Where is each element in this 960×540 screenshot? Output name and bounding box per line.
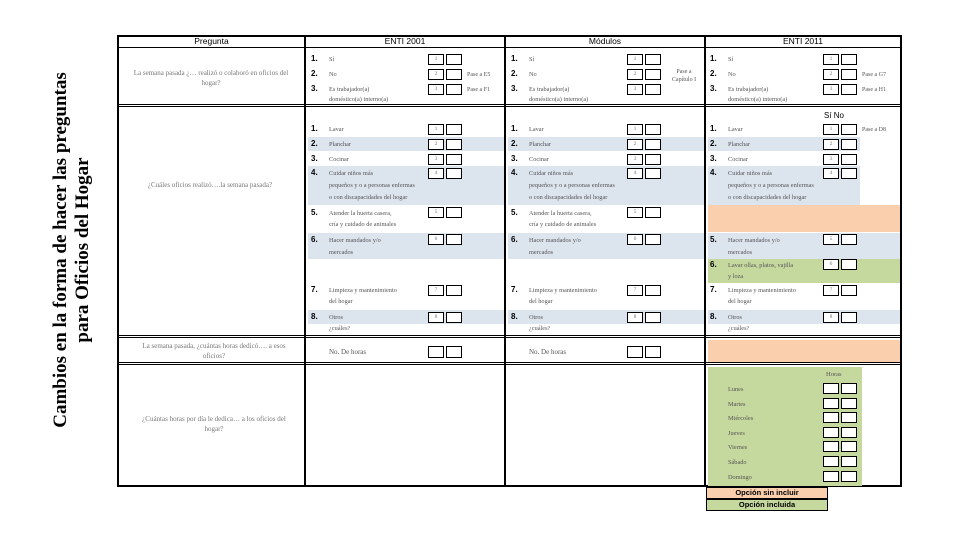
item-number: 6. bbox=[511, 235, 518, 244]
hours-box[interactable] bbox=[428, 346, 444, 358]
code-box[interactable]: 8 bbox=[428, 312, 444, 323]
code-box[interactable]: 3 bbox=[428, 84, 444, 95]
item-number: 3. bbox=[311, 154, 318, 163]
item-number: 5. bbox=[511, 208, 518, 217]
answer-box[interactable] bbox=[645, 285, 661, 296]
item-number: 4. bbox=[511, 168, 518, 177]
legend-added-option: Opción incluida bbox=[706, 499, 828, 511]
hours-box[interactable] bbox=[446, 346, 462, 358]
day-hours-box[interactable] bbox=[823, 471, 839, 482]
code-box[interactable]: 1 bbox=[627, 124, 643, 135]
item-number: 5. bbox=[710, 235, 717, 244]
day-label: Martes bbox=[728, 401, 746, 408]
answer-box[interactable] bbox=[645, 84, 661, 95]
item-label-cont: mercados bbox=[728, 249, 753, 256]
item-number: 2. bbox=[710, 139, 717, 148]
item-label: Hacer mandados y/o bbox=[529, 237, 581, 244]
skip-instruction: Pase a F1 bbox=[467, 87, 490, 93]
item-number: 2. bbox=[311, 139, 318, 148]
item-label: Planchar bbox=[728, 141, 751, 148]
item-number: 7. bbox=[710, 285, 717, 294]
answer-box[interactable] bbox=[645, 69, 661, 80]
question-hours-week: La semana pasada, ¿cuántas horas dedicó…. a esos oficios? bbox=[142, 342, 286, 360]
option-label: Es trabajador(a) bbox=[329, 86, 370, 93]
item-number: 1. bbox=[511, 124, 518, 133]
answer-box[interactable] bbox=[446, 69, 462, 80]
option-label: Sí bbox=[728, 56, 734, 63]
hours-box[interactable] bbox=[627, 346, 643, 358]
section-divider bbox=[117, 335, 902, 338]
item-number: 2. bbox=[511, 139, 518, 148]
header-enti2011: ENTI 2011 bbox=[706, 36, 900, 48]
item-label-cont: o con discapacidades del hogar bbox=[728, 194, 807, 201]
code-box[interactable]: 5 bbox=[823, 234, 839, 245]
answer-box[interactable] bbox=[645, 154, 661, 165]
answer-box[interactable] bbox=[446, 139, 462, 150]
item-number: 4. bbox=[311, 168, 318, 177]
item-label-cont: del hogar bbox=[529, 298, 553, 305]
day-hours-box[interactable] bbox=[841, 456, 857, 467]
item-label-cont: pequeños y o a personas enfermas bbox=[329, 182, 415, 189]
item-label: Lavar bbox=[329, 126, 344, 133]
answer-box[interactable] bbox=[841, 54, 857, 65]
item-label: Lavar bbox=[728, 126, 743, 133]
code-box[interactable]: 7 bbox=[627, 285, 643, 296]
option-number: 3. bbox=[511, 84, 518, 93]
code-box[interactable]: 6 bbox=[428, 234, 444, 245]
item-label: Otros bbox=[329, 314, 343, 321]
answer-box[interactable] bbox=[841, 154, 857, 165]
item-label-cont: y loza bbox=[728, 273, 744, 280]
item-number: 4. bbox=[710, 168, 717, 177]
code-box[interactable]: 1 bbox=[428, 54, 444, 65]
answer-box[interactable] bbox=[841, 168, 857, 179]
code-box[interactable]: 8 bbox=[823, 312, 839, 323]
code-box[interactable]: 1 bbox=[823, 124, 839, 135]
item-number: 7. bbox=[511, 285, 518, 294]
option-label: Sí bbox=[529, 56, 535, 63]
item-label-cont: pequeños y o a personas enfermas bbox=[529, 182, 615, 189]
day-hours-box[interactable] bbox=[823, 456, 839, 467]
answer-box[interactable] bbox=[645, 54, 661, 65]
si-no-header: Sí No bbox=[824, 111, 845, 120]
answer-box[interactable] bbox=[446, 285, 462, 296]
code-box[interactable]: 1 bbox=[428, 124, 444, 135]
code-box[interactable]: 3 bbox=[823, 84, 839, 95]
answer-box[interactable] bbox=[645, 168, 661, 179]
removed-option-highlight bbox=[708, 205, 900, 232]
day-hours-box[interactable] bbox=[823, 383, 839, 394]
item-label: Atender la huerta casera, bbox=[529, 210, 592, 217]
removed-option-highlight bbox=[708, 340, 900, 362]
code-box[interactable]: 5 bbox=[627, 207, 643, 218]
option-label: Sí bbox=[329, 56, 335, 63]
code-box[interactable]: 1 bbox=[823, 54, 839, 65]
code-box[interactable]: 2 bbox=[823, 69, 839, 80]
code-box[interactable]: 8 bbox=[627, 312, 643, 323]
question-hours-per-day: ¿Cuántas horas por día le dedica… a los oficios del hogar? bbox=[142, 415, 286, 433]
code-box[interactable]: 4 bbox=[627, 168, 643, 179]
answer-box[interactable] bbox=[446, 207, 462, 218]
item-label: Atender la huerta casera, bbox=[329, 210, 392, 217]
day-hours-box[interactable] bbox=[823, 398, 839, 409]
header-pregunta: Pregunta bbox=[119, 36, 304, 48]
code-box[interactable]: 2 bbox=[823, 139, 839, 150]
code-box[interactable]: 5 bbox=[428, 207, 444, 218]
day-hours-box[interactable] bbox=[823, 412, 839, 423]
option-label: Es trabajador(a) bbox=[728, 86, 769, 93]
answer-box[interactable] bbox=[645, 139, 661, 150]
item-number: 6. bbox=[710, 260, 717, 269]
item-number: 8. bbox=[311, 312, 318, 321]
answer-box[interactable] bbox=[645, 207, 661, 218]
option-label: No bbox=[329, 71, 337, 78]
day-label: Jueves bbox=[728, 430, 745, 437]
skip-instruction: Pase a H1 bbox=[862, 87, 886, 93]
item-label: Limpieza y mantenimiento bbox=[728, 287, 796, 294]
answer-box[interactable] bbox=[645, 124, 661, 135]
code-box[interactable]: 3 bbox=[428, 154, 444, 165]
option-number: 3. bbox=[311, 84, 318, 93]
item-label: Hacer mandados y/o bbox=[329, 237, 381, 244]
item-label: Lavar bbox=[529, 126, 544, 133]
day-hours-box[interactable] bbox=[841, 398, 857, 409]
code-box[interactable]: 1 bbox=[627, 54, 643, 65]
item-label: Hacer mandados y/o bbox=[728, 237, 780, 244]
item-label-cont: del hogar bbox=[329, 298, 353, 305]
hours-label: No. De horas bbox=[329, 348, 367, 356]
slide-title: Cambios en la forma de hacer las preguntas para Oficios del Hogar bbox=[50, 72, 93, 428]
code-box[interactable]: 2 bbox=[428, 69, 444, 80]
item-label-cont: ¿cuáles? bbox=[329, 325, 351, 332]
item-number: 1. bbox=[710, 124, 717, 133]
answer-box[interactable] bbox=[841, 234, 857, 245]
skip-instruction: Pase a Capítulo I bbox=[671, 69, 697, 83]
skip-instruction: Pase a G7 bbox=[862, 72, 886, 78]
item-label: Cuidar niños más bbox=[728, 170, 773, 177]
item-label-cont: ¿cuáles? bbox=[529, 325, 551, 332]
day-label: Sábado bbox=[728, 459, 747, 466]
answer-box[interactable] bbox=[446, 234, 462, 245]
code-box[interactable]: 2 bbox=[627, 139, 643, 150]
option-number: 1. bbox=[311, 54, 318, 63]
answer-box[interactable] bbox=[645, 312, 661, 323]
item-label: Limpieza y mantenimiento bbox=[529, 287, 597, 294]
day-label: Lunes bbox=[728, 386, 744, 393]
day-hours-box[interactable] bbox=[841, 412, 857, 423]
item-number: 3. bbox=[511, 154, 518, 163]
header-enti2001: ENTI 2001 bbox=[306, 36, 504, 48]
item-label-cont: ¿cuáles? bbox=[728, 325, 750, 332]
code-box[interactable]: 4 bbox=[428, 168, 444, 179]
legend-removed-option: Opción sin incluir bbox=[706, 487, 828, 499]
option-label-cont: doméstico(a) interno(a) bbox=[529, 96, 589, 103]
day-hours-box[interactable] bbox=[823, 427, 839, 438]
code-box[interactable]: 3 bbox=[627, 154, 643, 165]
day-hours-box[interactable] bbox=[841, 441, 857, 452]
code-box[interactable]: 6 bbox=[823, 259, 839, 270]
option-label: Es trabajador(a) bbox=[529, 86, 570, 93]
day-label: Viernes bbox=[728, 444, 748, 451]
option-number: 1. bbox=[511, 54, 518, 63]
question-which-tasks: ¿Cuáles oficios realizó….la semana pasada? bbox=[147, 181, 273, 189]
section-divider bbox=[117, 362, 902, 365]
day-hours-box[interactable] bbox=[841, 383, 857, 394]
answer-box[interactable] bbox=[841, 312, 857, 323]
code-box[interactable]: 3 bbox=[627, 84, 643, 95]
skip-instruction: Pase a E5 bbox=[467, 72, 491, 78]
option-number: 2. bbox=[710, 69, 717, 78]
skip-instruction: Pase a D8 bbox=[862, 127, 886, 133]
hours-box[interactable] bbox=[645, 346, 661, 358]
code-box[interactable]: 4 bbox=[823, 168, 839, 179]
hours-label: No. De horas bbox=[529, 348, 567, 356]
code-box[interactable]: 2 bbox=[627, 69, 643, 80]
header-modulos: Módulos bbox=[506, 36, 704, 48]
answer-box[interactable] bbox=[446, 84, 462, 95]
item-label-cont: pequeños y o a personas enfermas bbox=[728, 182, 814, 189]
answer-box[interactable] bbox=[446, 168, 462, 179]
answer-box[interactable] bbox=[446, 312, 462, 323]
code-box[interactable]: 7 bbox=[428, 285, 444, 296]
item-label-cont: cría y cuidado de animales bbox=[329, 221, 397, 228]
item-label: Cuidar niños más bbox=[529, 170, 574, 177]
option-number: 2. bbox=[511, 69, 518, 78]
option-label-cont: doméstico(a) interno(a) bbox=[728, 96, 788, 103]
question-participation: La semana pasada ¿… realizó o colaboró en oficios del hogar? bbox=[133, 69, 289, 87]
answer-box[interactable] bbox=[841, 84, 857, 95]
day-hours-box[interactable] bbox=[841, 427, 857, 438]
option-label: No bbox=[728, 71, 736, 78]
item-number: 3. bbox=[710, 154, 717, 163]
item-label-cont: cría y cuidado de animales bbox=[529, 221, 597, 228]
day-hours-box[interactable] bbox=[841, 471, 857, 482]
item-number: 1. bbox=[311, 124, 318, 133]
item-number: 8. bbox=[710, 312, 717, 321]
item-label: Limpieza y mantenimiento bbox=[329, 287, 397, 294]
item-label: Cuidar niños más bbox=[329, 170, 374, 177]
code-box[interactable]: 2 bbox=[428, 139, 444, 150]
item-number: 5. bbox=[311, 208, 318, 217]
answer-box[interactable] bbox=[446, 154, 462, 165]
item-label: Cocinar bbox=[329, 156, 349, 163]
section-divider bbox=[117, 104, 902, 107]
option-number: 3. bbox=[710, 84, 717, 93]
item-label: Otros bbox=[728, 314, 742, 321]
answer-box[interactable] bbox=[645, 234, 661, 245]
answer-box[interactable] bbox=[841, 124, 857, 135]
code-box[interactable]: 7 bbox=[823, 285, 839, 296]
answer-box[interactable] bbox=[446, 54, 462, 65]
item-number: 6. bbox=[311, 235, 318, 244]
option-label: No bbox=[529, 71, 537, 78]
item-label-cont: mercados bbox=[329, 249, 354, 256]
option-number: 1. bbox=[710, 54, 717, 63]
code-box[interactable]: 3 bbox=[823, 154, 839, 165]
answer-box[interactable] bbox=[841, 285, 857, 296]
item-label: Cocinar bbox=[529, 156, 549, 163]
day-label: Miércoles bbox=[728, 415, 754, 422]
item-label: Planchar bbox=[329, 141, 352, 148]
item-label: Cocinar bbox=[728, 156, 748, 163]
item-label-cont: o con discapacidades del hogar bbox=[529, 194, 608, 201]
code-box[interactable]: 6 bbox=[627, 234, 643, 245]
day-hours-box[interactable] bbox=[823, 441, 839, 452]
item-label: Otros bbox=[529, 314, 543, 321]
item-label-cont: o con discapacidades del hogar bbox=[329, 194, 408, 201]
option-number: 2. bbox=[311, 69, 318, 78]
item-label-cont: del hogar bbox=[728, 298, 752, 305]
item-label: Planchar bbox=[529, 141, 552, 148]
day-label: Domingo bbox=[728, 474, 752, 481]
option-label-cont: doméstico(a) interno(a) bbox=[329, 96, 389, 103]
answer-box[interactable] bbox=[841, 69, 857, 80]
item-label-cont: mercados bbox=[529, 249, 554, 256]
answer-box[interactable] bbox=[446, 124, 462, 135]
horas-header: Horas bbox=[826, 371, 842, 378]
slide-title-block bbox=[44, 70, 100, 430]
item-label: Lavar ollas, platos, vajilla bbox=[728, 262, 794, 269]
answer-box[interactable] bbox=[841, 259, 857, 270]
item-number: 8. bbox=[511, 312, 518, 321]
answer-box[interactable] bbox=[841, 139, 857, 150]
item-number: 7. bbox=[311, 285, 318, 294]
